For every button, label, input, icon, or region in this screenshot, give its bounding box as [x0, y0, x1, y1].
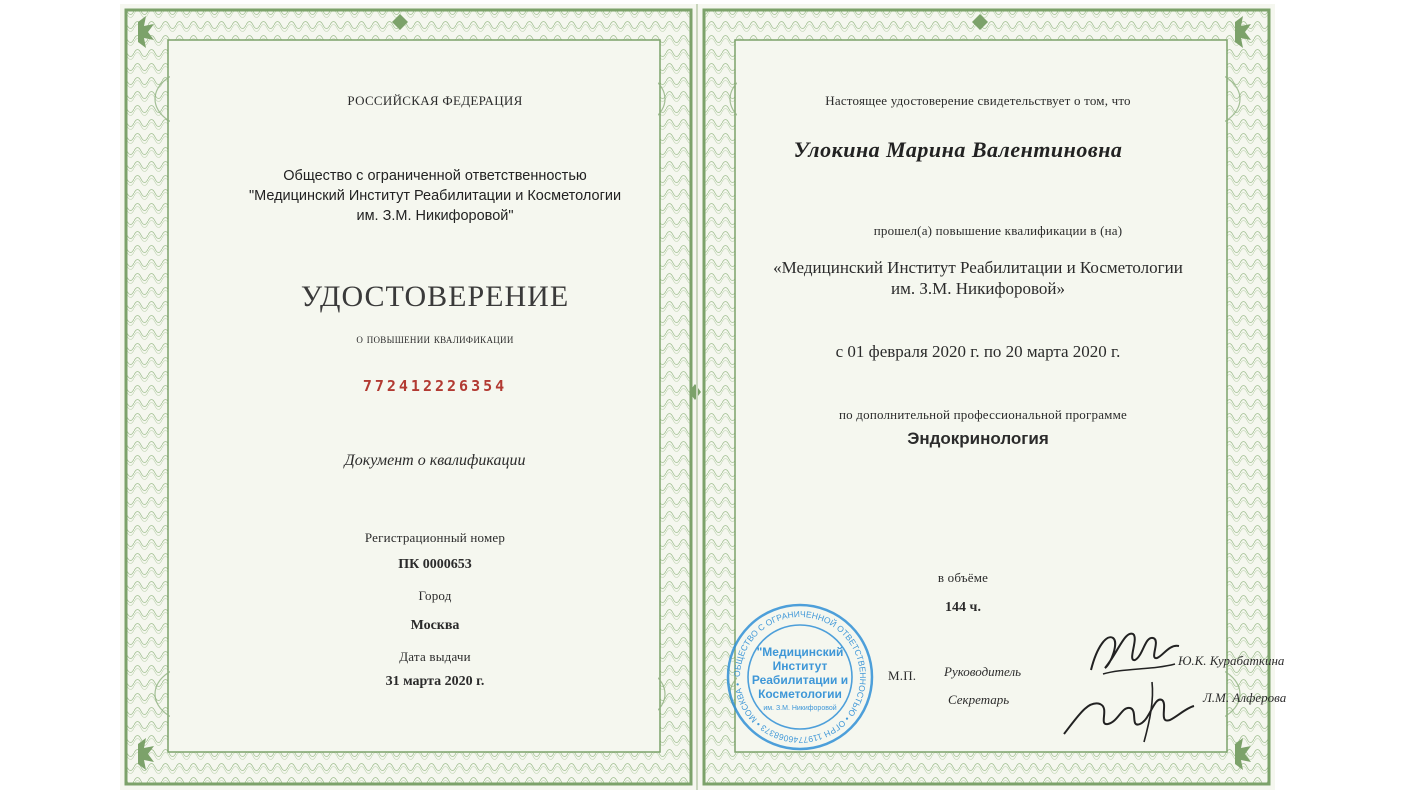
- head-label: Руководитель: [944, 664, 1022, 679]
- passed-text: прошел(а) повышение квалификации в (на): [873, 223, 1123, 238]
- secretary-signature: [1058, 676, 1198, 746]
- secretary-name: Л.М. Алферова: [1203, 690, 1287, 705]
- city-label: Город: [418, 588, 452, 603]
- serial-number: 772412226354: [362, 377, 508, 395]
- country-heading: РОССИЙСКАЯ ФЕДЕРАЦИЯ: [347, 93, 523, 108]
- registration-number: ПК 0000653: [398, 557, 472, 572]
- document-type: Документ о квалификации: [344, 452, 526, 469]
- program-label: по дополнительной профессиональной программе: [838, 407, 1128, 422]
- certificate-subtitle: о повышении квалификации: [356, 331, 514, 346]
- registration-label: Регистрационный номер: [364, 530, 506, 545]
- issue-date-value: 31 марта 2020 г.: [385, 674, 485, 689]
- seal-line4: Косметологии: [758, 687, 842, 701]
- seal-label: М.П.: [888, 668, 917, 683]
- certificate-title: УДОСТОВЕРЕНИЕ: [300, 280, 570, 313]
- seal-line1: "Медицинский: [756, 645, 844, 659]
- intro-text: Настоящее удостоверение свидетельствует о том, что: [825, 93, 1131, 108]
- institute-line2: им. З.М. Никифоровой»: [891, 279, 1065, 298]
- seal-line3: Реабилитации и: [751, 673, 849, 687]
- certificate-document: [120, 4, 1287, 790]
- program-name: Эндокринология: [907, 429, 1049, 448]
- volume-label: в объёме: [937, 570, 989, 585]
- city-value: Москва: [410, 618, 460, 633]
- org-name-line2: "Медицинский Институт Реабилитации и Косметологии: [248, 188, 622, 204]
- head-signature: [1083, 624, 1183, 684]
- left-page: [120, 4, 697, 790]
- head-name: Ю.К. Курабаткина: [1178, 653, 1285, 668]
- org-name-line1: Общество с ограниченной ответственностью: [283, 168, 587, 184]
- secretary-label: Секретарь: [948, 692, 1010, 707]
- training-period: с 01 февраля 2020 г. по 20 марта 2020 г.: [835, 342, 1121, 361]
- seal-line2: Институт: [772, 659, 828, 673]
- seal-ring-text: ОБЩЕСТВО С ОГРАНИЧЕННОЙ ОТВЕТСТВЕННОСТЬЮ • ОГРН 1197746068373 • МОСКВА •: [731, 608, 869, 746]
- holder-full-name: Улокина Марина Валентиновна: [793, 137, 1123, 162]
- seal-small-line: им. З.М. Никифоровой: [763, 705, 837, 712]
- volume-value: 144 ч.: [945, 600, 981, 615]
- issue-date-label: Дата выдачи: [399, 649, 471, 664]
- institute-line1: «Медицинский Институт Реабилитации и Косметологии: [773, 258, 1183, 277]
- org-name-line3: им. З.М. Никифоровой": [356, 208, 514, 224]
- organization-seal: [725, 602, 875, 752]
